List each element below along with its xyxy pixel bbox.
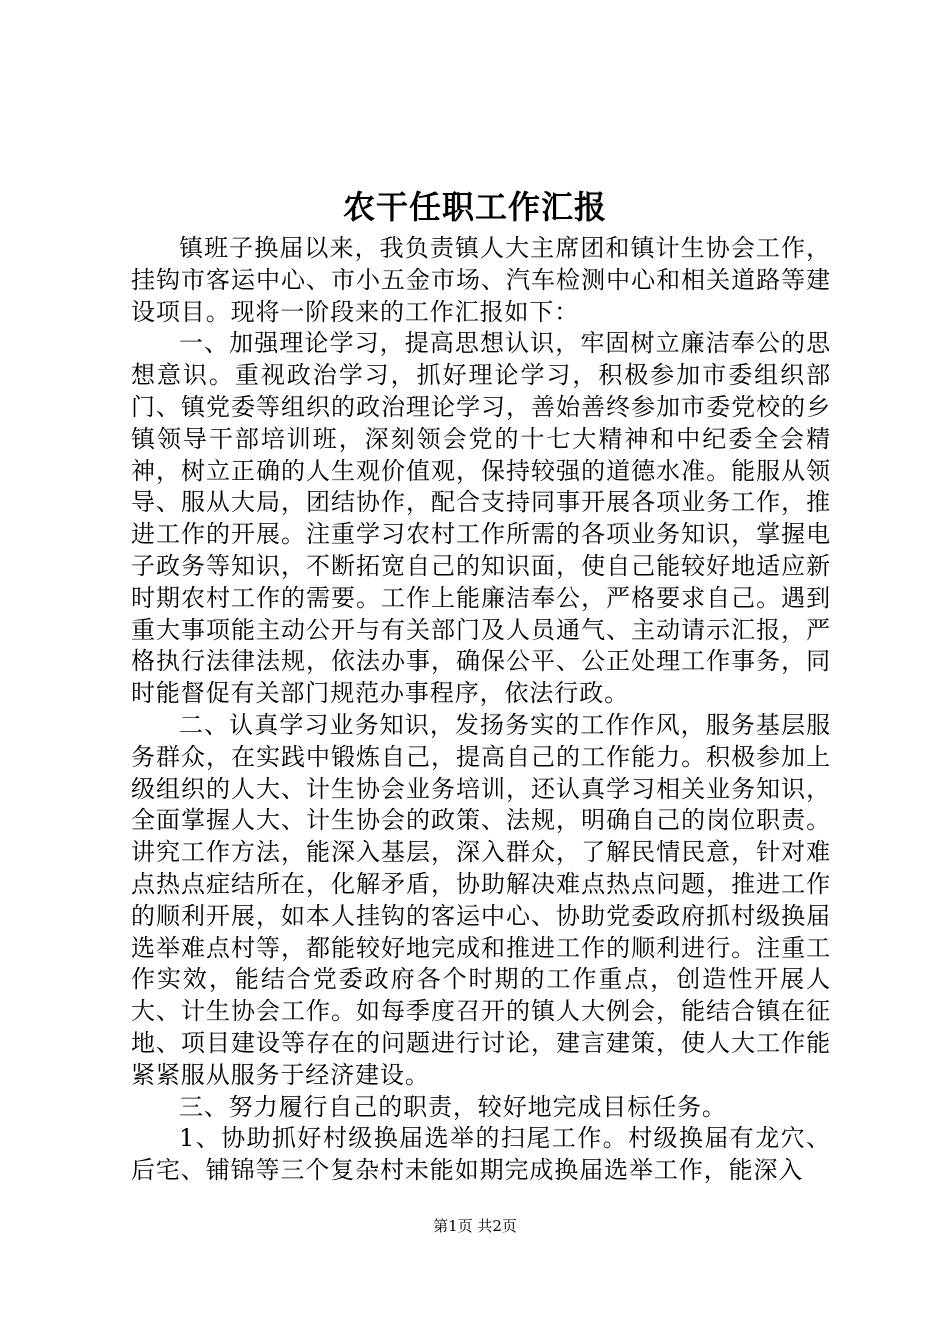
paragraph-section-1: 一、加强理论学习，提高思想认识，牢固树立廉洁奉公的思想意识。重视政治学习，抓好理论学习，积极参加市委组织部门、镇党委等组织的政治理论学习，善始善终参加市委党校的乡镇领导干部培训班，深刻领会党的十七大精神和中纪委全会精神，树立正确的人生观价值观，保持较强的道德水准。能服从领导、服从大局，团结协作，配合支持同事开展各项业务工作，推进工作的开展。注重学习农村工作所需的各项业务知识，掌握电子政务等知识，不断拓宽自己的知识面，使自己能较好地适应新时期农村工作的需要。工作上能廉洁奉公，严格要求自己。遇到重大事项能主动公开与有关部门及人员通气、主动请示汇报，严格执行法律法规，依法办事，确保公平、公正处理工作事务，同时能督促有关部门规范办事程序，依法行政。 [131, 329, 831, 708]
document-title: 农干任职工作汇报 [342, 188, 607, 226]
paragraph-section-3-heading: 三、努力履行自己的职责，较好地完成目标任务。 [179, 1092, 727, 1121]
document-body [131, 233, 831, 1187]
page-footer: 第1页 共2页 [433, 1217, 517, 1235]
paragraph-intro: 镇班子换届以来，我负责镇人大主席团和镇计生协会工作，挂钩市客运中心、市小五金市场、汽车检测中心和相关道路等建设项目。现将一阶段来的工作汇报如下： [131, 234, 831, 326]
paragraph-item-1: 1、协助抓好村级换届选举的扫尾工作。村级换届有龙穴、后宅、铺锦等三个复杂村未能如期完成换届选举工作，能深入 [131, 1124, 831, 1185]
paragraph-section-2: 二、认真学习业务知识，发扬务实的工作作风，服务基层服务群众，在实践中锻炼自己，提高自己的工作能力。积极参加上级组织的人大、计生协会业务培训，还认真学习相关业务知识，全面掌握人大、计生协会的政策、法规，明确自己的岗位职责。讲究工作方法，能深入基层，深入群众，了解民情民意，针对难点热点症结所在，化解矛盾，协助解决难点热点问题，推进工作的顺利开展，如本人挂钩的客运中心、协助党委政府抓村级换届选举难点村等，都能较好地完成和推进工作的顺利进行。注重工作实效，能结合党委政府各个时期的工作重点，创造性开展人大、计生协会工作。如每季度召开的镇人大例会，能结合镇在征地、项目建设等存在的问题进行讨论，建言建策，使人大工作能紧紧服从服务于经济建设。 [131, 710, 831, 1089]
